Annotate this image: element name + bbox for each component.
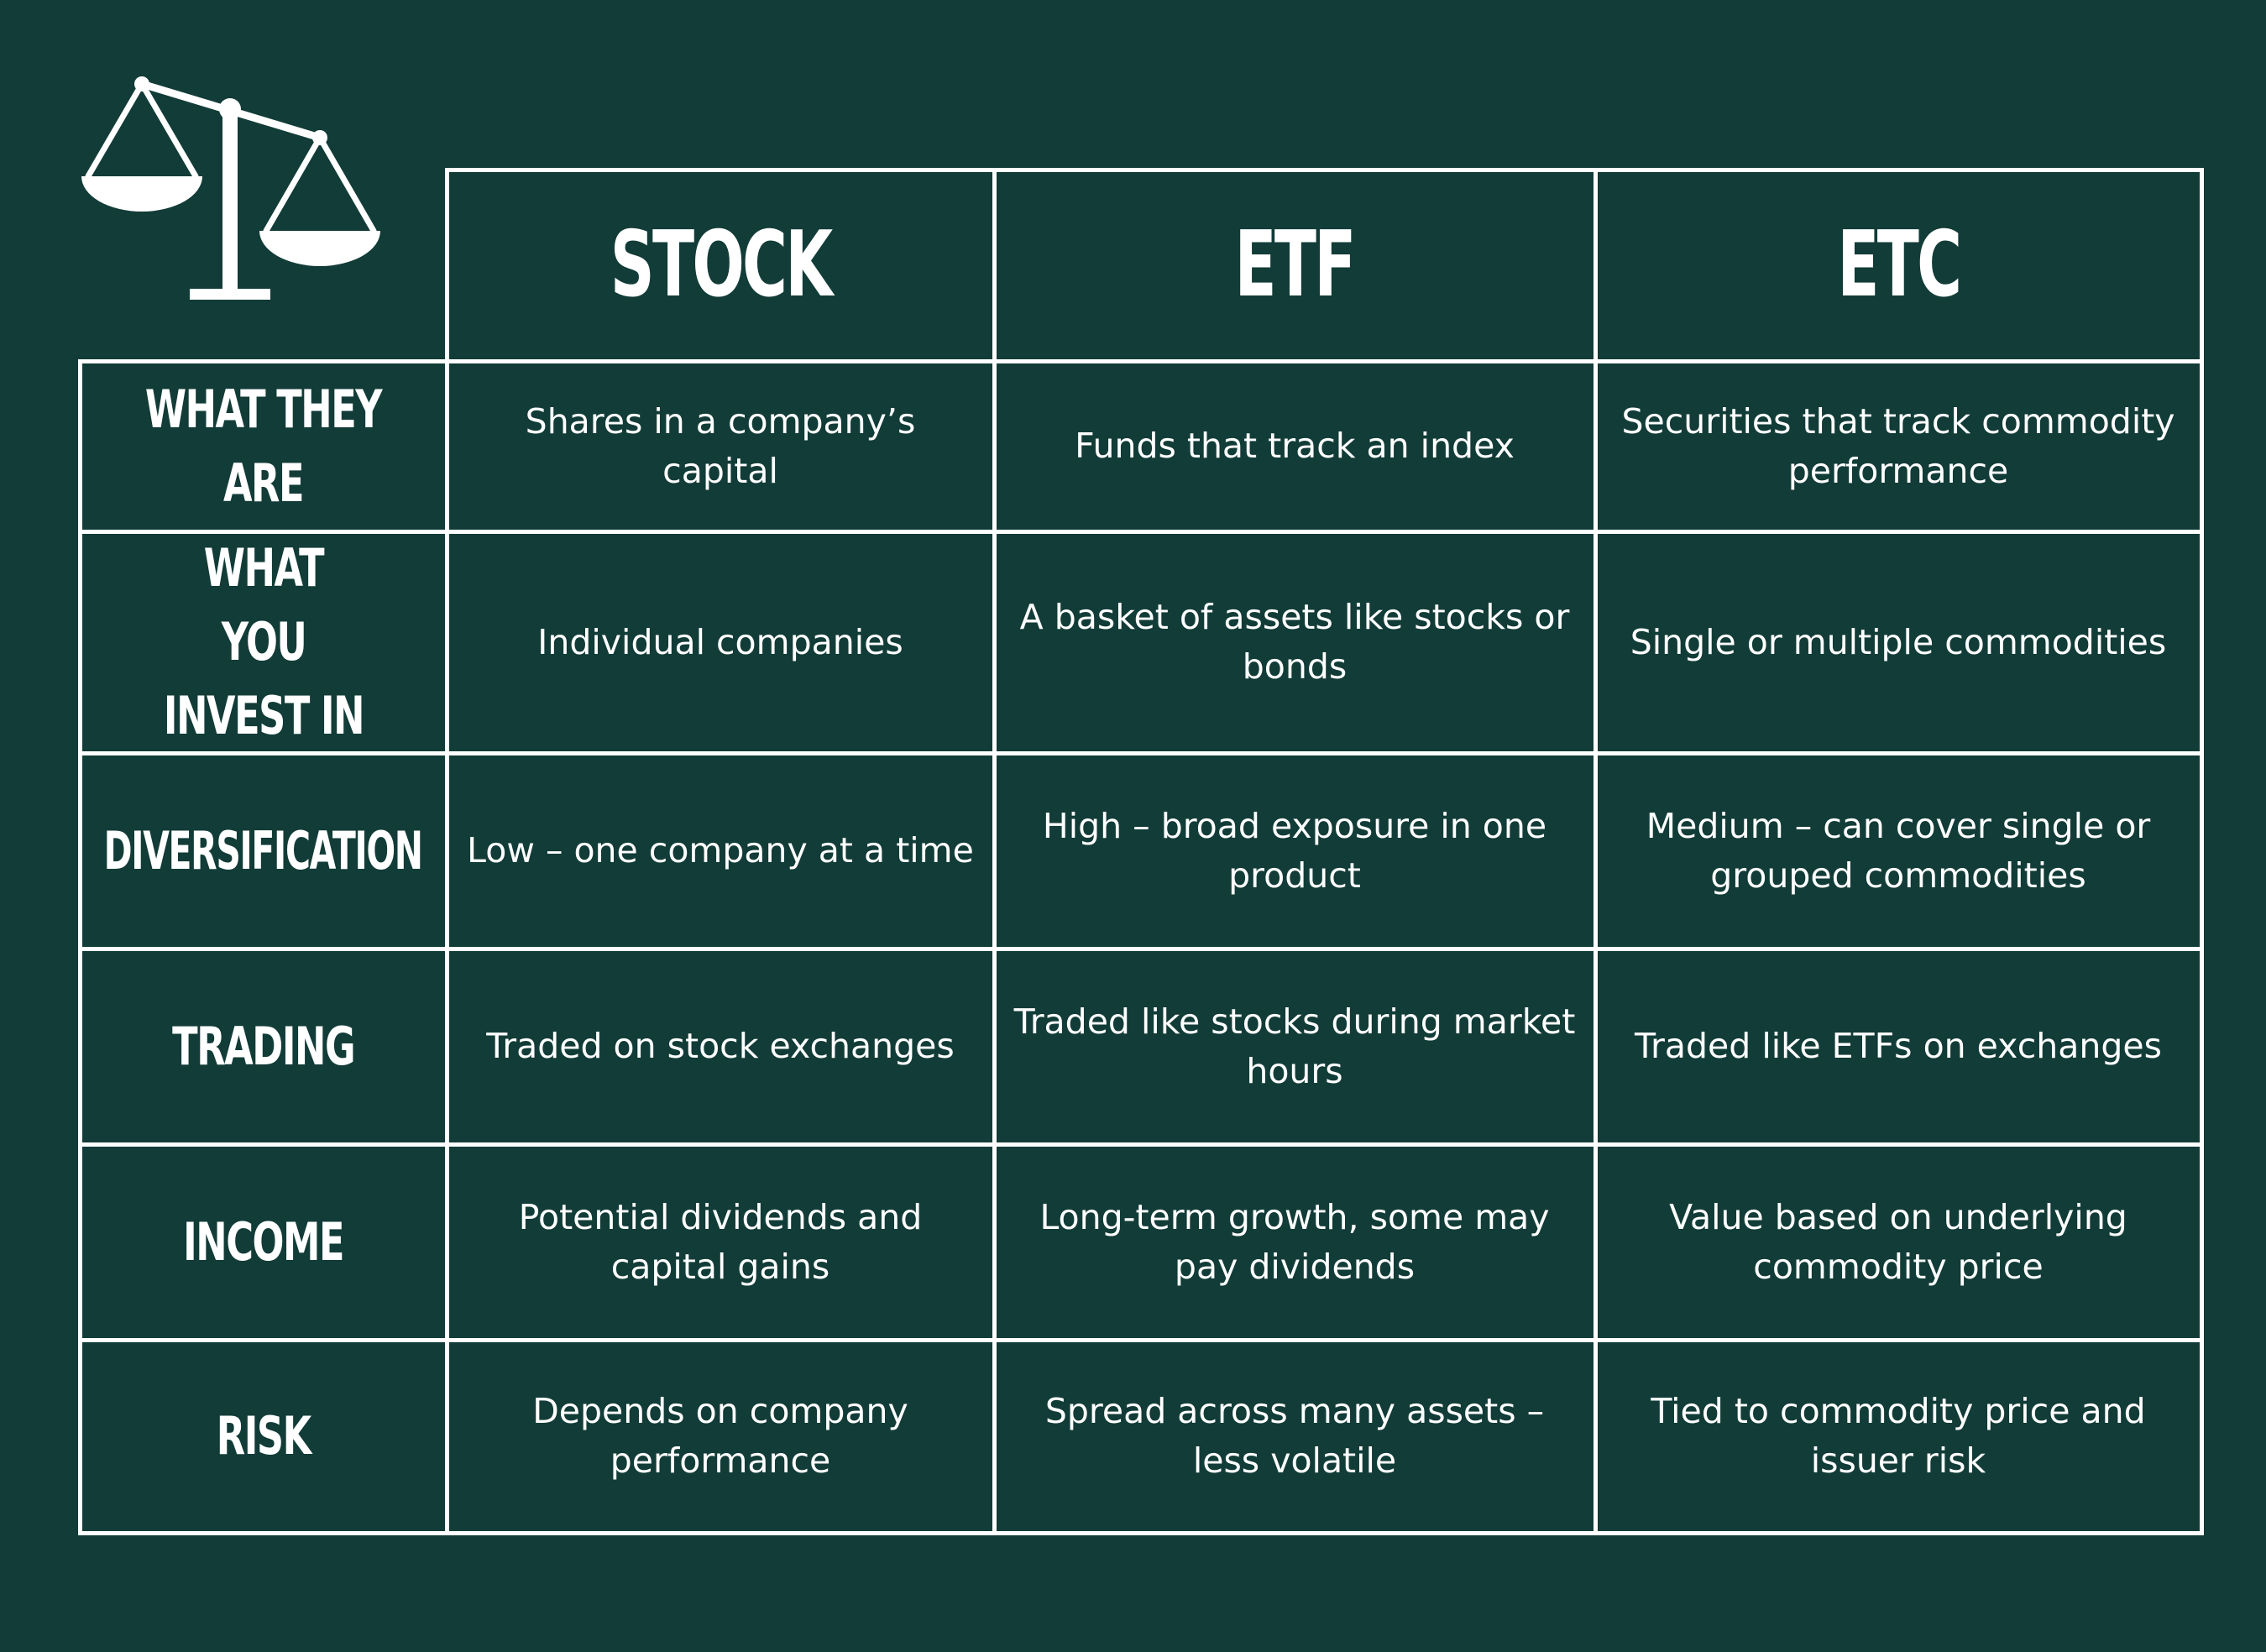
row-header-label: DIVERSIFICATION: [103, 819, 423, 881]
table-cell: Single or multiple commodities: [1630, 621, 2167, 662]
row-header-label: WHAT YOU INVEST IN: [163, 537, 364, 746]
table-cell: Funds that track an index: [1075, 426, 1515, 466]
table-cell: Traded like ETFs on exchanges: [1635, 1026, 2162, 1066]
row-header-income: [80, 1144, 447, 1340]
row-header-trading: [80, 949, 447, 1144]
table-cell: Potential dividends and capital gains: [518, 1196, 923, 1287]
row-header-label: TRADING: [172, 1015, 354, 1077]
row-header-label: INCOME: [183, 1210, 343, 1273]
table-cell: Medium – can cover single or grouped commodities: [1646, 805, 2151, 896]
table-cell: Traded like stocks during market hours: [1013, 1001, 1576, 1091]
table-cell: Spread across many assets – less volatile: [1044, 1391, 1545, 1481]
row-header-what-they-are: [80, 361, 447, 531]
column-header-stock: [447, 170, 994, 361]
table-cell: Low – one company at a time: [467, 830, 974, 870]
table-cell: Shares in a company’s capital: [525, 400, 916, 491]
row-header-label: RISK: [216, 1405, 311, 1466]
column-header-label: ETC: [1836, 212, 1960, 317]
row-header-what-you-invest-in: [80, 531, 447, 753]
row-header-risk: [80, 1340, 447, 1533]
balance-scale-icon: [80, 67, 390, 311]
table-cell: Depends on company performance: [532, 1391, 908, 1481]
table-cell: Traded on stock exchanges: [486, 1026, 955, 1066]
table-cell: Securities that track commodity performance: [1621, 400, 2175, 491]
column-header-etc: [1595, 170, 2201, 361]
row-header-diversification: [80, 753, 447, 949]
column-header-etf: [994, 170, 1595, 361]
table-cell: Tied to commodity price and issuer risk: [1651, 1391, 2146, 1481]
table-cell: Value based on underlying commodity price: [1669, 1196, 2127, 1287]
table-cell: Long-term growth, some may pay dividends: [1039, 1196, 1550, 1287]
row-header-label: WHAT THEY ARE: [144, 378, 382, 514]
table-cell: High – broad exposure in one product: [1042, 805, 1547, 896]
table-cell: Individual companies: [537, 621, 903, 662]
column-header-label: STOCK: [610, 212, 831, 317]
column-header-label: ETF: [1234, 212, 1355, 317]
table-cell: A basket of assets like stocks or bonds: [1019, 597, 1570, 687]
